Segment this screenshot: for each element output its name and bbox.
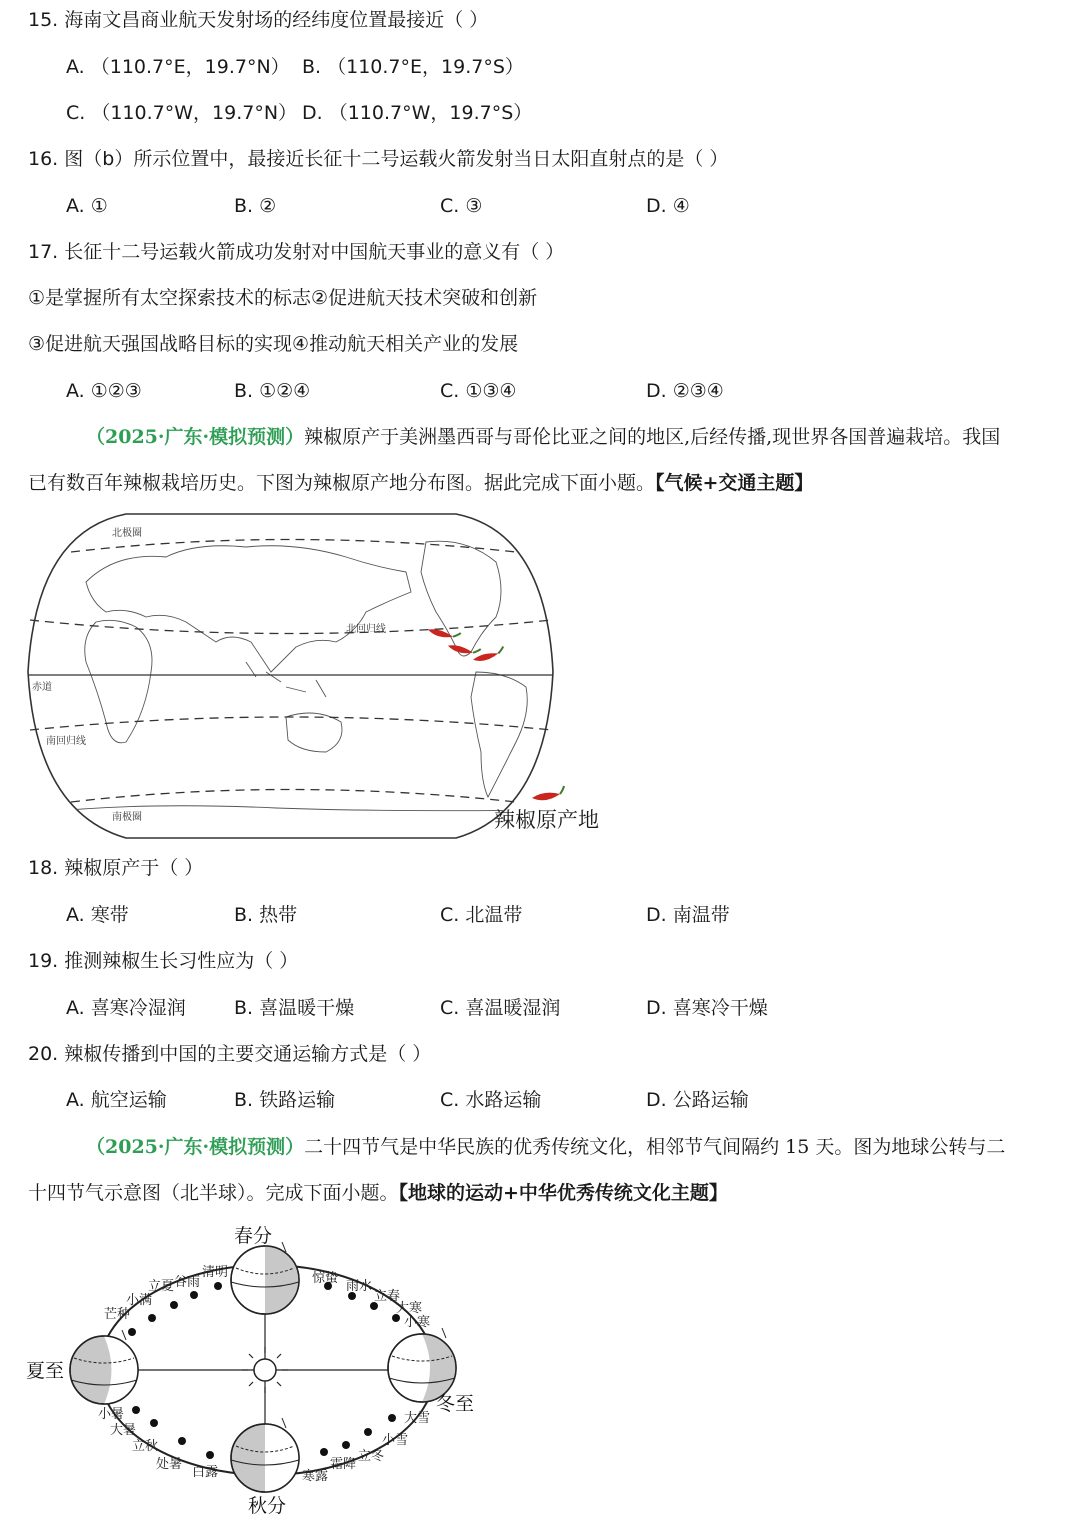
passage1-line1 — [86, 422, 1000, 452]
label-hanlu: 寒露 — [302, 1469, 329, 1484]
q20-option-d[interactable]: D. 公路运输 — [646, 1089, 749, 1111]
label-qingming: 清明 — [202, 1265, 229, 1280]
globe-spring-equinox — [231, 1242, 299, 1314]
label-xiaoman: 小满 — [126, 1293, 153, 1308]
q20-option-a[interactable]: A. 航空运输 — [66, 1089, 167, 1111]
passage1-theme: 【气候+交通主题】 — [655, 472, 814, 494]
q19-option-b[interactable]: B. 喜温暖干燥 — [234, 997, 355, 1019]
label-shuangjiang: 霜降 — [330, 1457, 357, 1472]
label-winter-solstice: 冬至 — [436, 1393, 475, 1415]
passage2-line1 — [86, 1132, 1005, 1162]
q16-option-c[interactable]: C. ③ — [440, 195, 483, 217]
label-dahan: 大寒 — [396, 1301, 423, 1316]
orbit-diagram — [24, 1220, 494, 1520]
map-border — [28, 514, 553, 838]
q16-option-a[interactable]: A. ① — [66, 195, 108, 217]
label-guyu: 谷雨 — [174, 1275, 201, 1290]
label-arctic-circle: 北极圈 — [112, 528, 142, 539]
legend-label: 辣椒原产地 — [494, 808, 599, 832]
label-xiaohan: 小寒 — [404, 1315, 431, 1330]
q20-option-c[interactable]: C. 水路运输 — [440, 1089, 542, 1111]
q17-option-d[interactable]: D. ②③④ — [646, 380, 724, 402]
label-daxue: 大雪 — [404, 1411, 431, 1426]
label-spring-equinox: 春分 — [234, 1225, 273, 1247]
label-tropic-of-capricorn: 南回归线 — [46, 736, 86, 747]
q19-option-c[interactable]: C. 喜温暖湿润 — [440, 997, 561, 1019]
globe-summer-solstice — [70, 1330, 138, 1404]
passage2-text-1: 二十四节气是中华民族的优秀传统文化，相邻节气间隔约 15 天。图为地球公转与二 — [304, 1136, 1006, 1158]
q19-stem: 19. 推测辣椒生长习性应为（ ） — [28, 950, 299, 972]
q16-option-b[interactable]: B. ② — [234, 195, 277, 217]
q17-option-a[interactable]: A. ①②③ — [66, 380, 142, 402]
q17-option-c[interactable]: C. ①③④ — [440, 380, 517, 402]
passage1-text-1: 辣椒原产于美洲墨西哥与哥伦比亚之间的地区,后经传播,现世界各国普遍栽培。我国 — [304, 426, 1001, 448]
label-summer-solstice: 夏至 — [26, 1360, 65, 1382]
passage2-theme: 【地球的运动+中华优秀传统文化主题】 — [398, 1182, 728, 1204]
label-lidong: 立冬 — [358, 1449, 385, 1464]
q20-stem: 20. 辣椒传播到中国的主要交通运输方式是（ ） — [28, 1043, 432, 1065]
q17-statements-2: ③促进航天强国战略目标的实现④推动航天相关产业的发展 — [28, 333, 519, 355]
q18-option-b[interactable]: B. 热带 — [234, 904, 298, 926]
q17-stem: 17. 长征十二号运载火箭成功发射对中国航天事业的意义有（ ） — [28, 241, 565, 263]
q16-stem: 16. 图（b）所示位置中，最接近长征十二号运载火箭发射当日太阳直射点的是（ ） — [28, 148, 729, 170]
globe-autumn-equinox — [231, 1418, 299, 1492]
q18-option-d[interactable]: D. 南温带 — [646, 904, 730, 926]
passage1-source: （2025·广东·模拟预测） — [86, 426, 305, 448]
label-yushui: 雨水 — [346, 1279, 373, 1294]
label-bailu: 白露 — [192, 1465, 219, 1480]
passage1-line2 — [28, 468, 813, 498]
label-jingzhe: 惊蛰 — [312, 1271, 339, 1286]
passage2-text-2: 十四节气示意图（北半球）。完成下面小题。 — [28, 1182, 399, 1204]
label-tropic-of-cancer: 北回归线 — [346, 624, 386, 635]
q15-option-d[interactable]: D. （110.7°W，19.7°S） — [302, 102, 533, 124]
label-mangzhong: 芒种 — [104, 1307, 131, 1322]
q16-option-d[interactable]: D. ④ — [646, 195, 690, 217]
q15-option-c[interactable]: C. （110.7°W，19.7°N） — [66, 102, 298, 124]
label-lichun: 立春 — [374, 1289, 401, 1304]
passage2-source: （2025·广东·模拟预测） — [86, 1136, 305, 1158]
label-equator: 赤道 — [32, 682, 52, 693]
q18-option-c[interactable]: C. 北温带 — [440, 904, 523, 926]
globe-winter-solstice — [388, 1328, 456, 1402]
q19-option-d[interactable]: D. 喜寒冷干燥 — [646, 997, 768, 1019]
legend-chili-icon — [530, 784, 566, 806]
q18-option-a[interactable]: A. 寒带 — [66, 904, 129, 926]
label-chushu: 处暑 — [156, 1457, 183, 1472]
label-xiaoshu: 小暑 — [98, 1407, 125, 1422]
label-xiaoxue: 小雪 — [382, 1433, 409, 1448]
label-autumn-equinox: 秋分 — [248, 1495, 287, 1517]
world-map — [26, 512, 556, 842]
q20-option-b[interactable]: B. 铁路运输 — [234, 1089, 336, 1111]
q17-option-b[interactable]: B. ①②④ — [234, 380, 311, 402]
q15-stem: 15. 海南文昌商业航天发射场的经纬度位置最接近（ ） — [28, 9, 489, 31]
q18-stem: 18. 辣椒原产于（ ） — [28, 857, 204, 879]
q17-statements-1: ①是掌握所有太空探索技术的标志②促进航天技术突破和创新 — [28, 287, 538, 309]
label-lixia: 立夏 — [148, 1279, 175, 1294]
q15-option-b[interactable]: B. （110.7°E，19.7°S） — [302, 56, 524, 78]
label-dashu: 大暑 — [110, 1423, 137, 1438]
q19-option-a[interactable]: A. 喜寒冷湿润 — [66, 997, 186, 1019]
label-antarctic-circle: 南极圈 — [112, 812, 142, 823]
passage1-text-2: 已有数百年辣椒栽培历史。下图为辣椒原产地分布图。据此完成下面小题。 — [28, 472, 656, 494]
q15-option-a[interactable]: A. （110.7°E，19.7°N） — [66, 56, 290, 78]
label-liqiu: 立秋 — [132, 1439, 159, 1454]
passage2-line2 — [28, 1178, 728, 1208]
